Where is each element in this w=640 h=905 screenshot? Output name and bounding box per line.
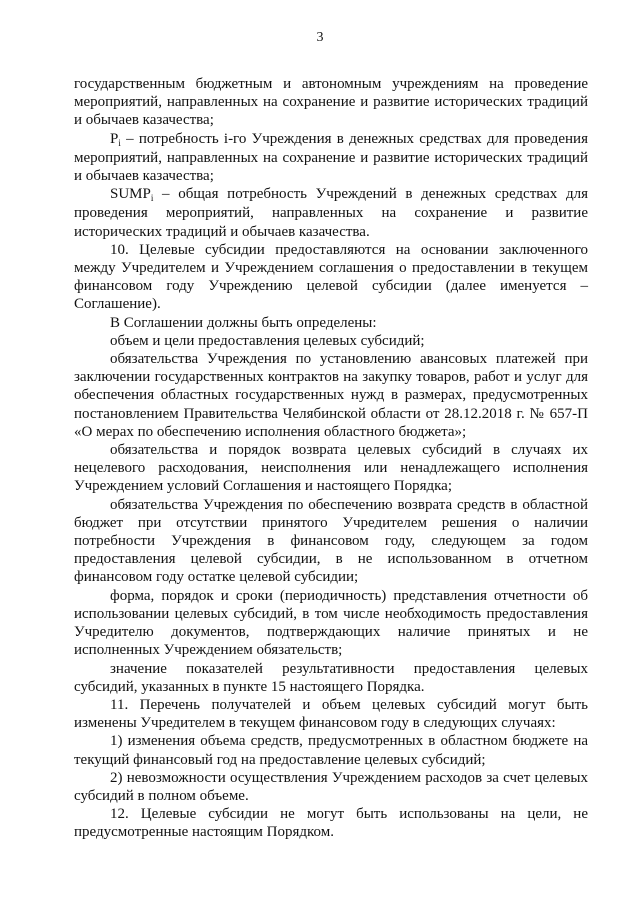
page-number: 3 (316, 30, 324, 45)
paragraph-obligations-budget: обязательства Учреждения по обеспечению возврата средств в областной бюджет при отсутствии принятого Учредителем решения о наличии потребности Учреждения в финансовом году, следующем за годом предоставления целевой субсидии, в не использованном в отчетном финансовом году остатке целевой субсидии; (74, 496, 588, 586)
paragraph-continuation: государственным бюджетным и автономным учреждениям на проведение мероприятий, направленных на сохранение и развитие исторических традиций и обычаев казачества; (74, 76, 588, 129)
paragraph-pi-text: – потребность i-го Учреждения в денежных средствах для проведения мероприятий, направленных на сохранение и развитие исторических традиций и обычаев казачества; (74, 130, 588, 185)
paragraph-item-11-1: 1) изменения объема средств, предусмотренных в областном бюджете на текущий финансовый год на предоставление целевых субсидий; (74, 733, 588, 768)
paragraph-item-12: 12. Целевые субсидии не могут быть использованы на цели, не предусмотренные настоящим Порядком. (74, 806, 588, 841)
paragraph-reporting: форма, порядок и сроки (периодичность) представления отчетности об использовании целевых субсидий, в том числе необходимость предоставления Учредителю документов, подтверждающих наличие принятых и не исполненных Учреждением обязательств; (74, 587, 588, 659)
paragraph-obligations-advance: обязательства Учреждения по установлению авансовых платежей при заключении государственных контрактов на закупку товаров, работ и услуг для обеспечения областных государственных нужд в размерах, предусмотренных постановлением Правительства Челябинской области от 28.12.2018 г. № 657-П «О мерах по обеспечению исполнения областного бюджета»; (74, 351, 588, 440)
paragraph-item-10: 10. Целевые субсидии предоставляются на основании заключенного между Учредителем и Учреждением соглашения о предоставлении в текущем финансовом году Учреждению целевой субсидии (далее именуется – Соглашение). (74, 241, 588, 313)
formula-symbol-p: P (110, 130, 119, 147)
paragraph-agreement-intro: В Соглашении должны быть определены: (110, 314, 377, 331)
document-body (74, 75, 588, 842)
paragraph-indicators: значение показателей результативности предоставления целевых субсидий, указанных в пункте 15 настоящего Порядка. (74, 660, 588, 695)
formula-symbol-sump: SUMP (110, 186, 151, 203)
formula-subscript-i: i (150, 193, 154, 204)
paragraph-pi-definition (74, 130, 588, 186)
paragraph-item-11-2: 2) невозможности осуществления Учреждением расходов за счет целевых субсидий в полном объеме. (74, 769, 588, 804)
paragraph-obligations-return: обязательства и порядок возврата целевых субсидий в случаях их нецелевого расходования, неисполнения или ненадлежащего исполнения Учреждением условий Соглашения и настоящего Порядка; (74, 442, 588, 495)
paragraph-sump-text: – общая потребность Учреждений в денежных средствах для проведения мероприятий, направленных на сохранение и развитие исторических традиций и обычаев казачества. (74, 186, 588, 240)
paragraph-goals: объем и цели предоставления целевых субсидий; (110, 332, 425, 349)
paragraph-item-11: 11. Перечень получателей и объем целевых субсидий могут быть изменены Учредителем в текущем финансовом году в следующих случаях: (74, 696, 588, 732)
formula-subscript-i: i (118, 137, 121, 148)
paragraph-sump-definition (74, 185, 588, 241)
